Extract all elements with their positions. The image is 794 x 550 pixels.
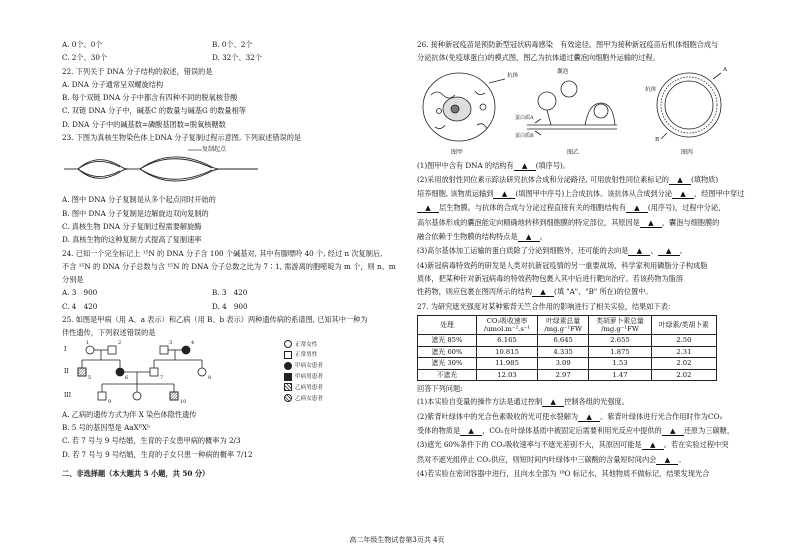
cell: 6.165: [477, 335, 538, 346]
table-row: [418, 335, 717, 346]
legend-a-male: [284, 372, 323, 383]
figure-jia-title: 图甲: [451, 148, 464, 156]
table-row: [418, 346, 717, 357]
normal-female-symbol-icon: [284, 340, 292, 348]
q27-part2-line1: (2)紫背叶绿体中的光合色素吸收的光可使水裂解为 ▲ 。紫背叶绿体进行光合作用时作为CO₂: [417, 411, 723, 421]
cell: 1.875: [589, 346, 652, 357]
individual-3: 3: [169, 339, 173, 346]
q27-stem: 27. 为研究遮光强度对某种紫背天竺合作用的影响进行了相关实验，结果如下表：: [417, 301, 676, 311]
q21-options-row2: [62, 53, 392, 62]
legend-text-6: 乙病女患者: [295, 395, 323, 402]
q23-stem: 23. 下图为真核生物染色体上DNA 分子复制过程示意图, 下列叙述错误的是: [62, 133, 302, 143]
q26-part2-line3: ▲ 层生物膜。与抗体的合成与分泌过程直接有关的细胞结构有 ▲ (用序号)，过程中分泌，: [417, 203, 747, 213]
q27-part3-line1: (3)遮光 60%条件下的 CO₂吸收速率与不遮光差别不大，其原因可能是 ▲ 。若在实验过程中突: [417, 440, 729, 450]
q26-figures: [417, 67, 747, 159]
q26-part1: (1)图甲中含有 DNA 的结构有 ▲ (填序号)。: [417, 160, 571, 170]
q21-option-c: C. 2个、30个: [62, 53, 108, 63]
q26-part2-line2: 培养细胞, 该物质运输到 ▲ (填图甲中序号)上合成抗体。该抗体从合成到分泌 ▲ ，经图甲中穿过: [417, 189, 745, 199]
q27-part1: (1)本实验自变量的操作方法是通过控制 ▲ 控制各组的光强度。: [417, 397, 629, 407]
pedigree-figure: [62, 339, 392, 410]
q21-options-row1: [62, 40, 392, 49]
q24-option-a: A. 3 900: [62, 288, 98, 298]
replication-bubbles-diagram: [62, 146, 262, 192]
q21-option-d: D. 32个、32个: [212, 53, 262, 63]
cell: 1.53: [589, 358, 652, 369]
dna-replication-figure: [62, 146, 392, 192]
gen-label-2: II: [64, 367, 69, 375]
label-protein-a: 蛋白质A: [515, 114, 534, 121]
q25-option-b: B. 5 号的基因型是 AaXᴮXᵇ: [62, 422, 151, 432]
label-antibody-2: 抗体: [645, 86, 657, 93]
q25-option-c: C. 若 7 号与 9 号结婚，生育的子女患甲病的概率为 2/3: [62, 436, 241, 446]
cell: 4.335: [538, 346, 589, 357]
section-2-heading: 二、非选择题（本大题共 5 小题，共 50 分）: [62, 468, 210, 478]
q24-option-d: D. 4 900: [212, 301, 248, 311]
gen-label-1: I: [64, 345, 67, 353]
q25-stem-line1: 25. 如图是甲病（用 A、a 表示）和乙病（用 B、b 表示）两种遗传病的系谱图, 已知其中一种为: [62, 315, 368, 325]
col-header-ratio: 叶绿素/类胡卜素: [651, 315, 716, 334]
q23-option-c: C. 真核生物 DNA 分子复制过程需要解旋酶: [62, 221, 202, 231]
table-row: [418, 358, 717, 369]
q24-options-row2: [62, 302, 392, 311]
disease-b-female-symbol-icon: [284, 394, 292, 402]
q26-part4-line2: 质体，把某种针对新冠病毒的特效药物包裹入其中后进行靶向治疗。若该药物为脂溶: [417, 273, 683, 283]
individual-10: 10: [180, 398, 187, 405]
label-b: B: [655, 136, 660, 143]
cell: 2.655: [589, 335, 652, 346]
col-header-treatment: 处理: [418, 315, 477, 334]
label-antibody: 抗体: [507, 72, 519, 79]
individual-7: 7: [160, 374, 164, 381]
legend-a-female: [284, 361, 323, 372]
cell: 3.09: [538, 358, 589, 369]
affected-male-symbol-icon: [284, 373, 292, 381]
col-header-chlorophyll: 叶绿素总量 /mg.g⁻¹FW: [538, 315, 589, 334]
cell: 2.31: [651, 346, 716, 357]
cell: 10.815: [477, 346, 538, 357]
q23-option-d: D. 真核生物的这种复制方式提高了复制速率: [62, 235, 202, 245]
q21-option-b: B. 0个、2个: [212, 40, 253, 49]
legend-text-1: 正常女性: [295, 341, 318, 348]
legend-text-2: 正常男性: [295, 352, 318, 359]
label-vesicle: 囊泡: [557, 68, 569, 75]
q27-part3-line2: 然对不遮光组停止 CO₂供应，则短时间内叶绿体中三碳酸的含量短时间内会 ▲ 。: [417, 454, 686, 464]
q24-stem-line3: 分别是: [62, 275, 84, 285]
q26-part3: (3)高尔基体加工运输的蛋白质除了分泌到细胞外，还可能的去向是 ▲ 、 ▲ 。: [417, 246, 687, 256]
figure-yi-title: 图乙: [567, 148, 580, 156]
q24-option-b: B. 3 420: [212, 288, 248, 298]
q25-option-d: D. 若 7 号与 9 号结婚，生育的子女只患一种病的概率 7/12: [62, 449, 253, 459]
cell: 遮光 60%: [418, 346, 477, 357]
q27-part4: (4)若实验在密闭容器中进行，且向水全部为 ¹⁸O 标记水，其他物质不做标记，结果发现光合: [417, 468, 710, 478]
q24-stem-line1: 24. 已知一个完全标记上 ¹⁵N 的 DNA 分子含 100 个碱基对, 其中有腺嘌呤 40 个, 经过 n 次复制后,: [62, 248, 383, 258]
affected-female-symbol-icon: [284, 362, 292, 370]
q21-option-a: A. 0个、0个: [62, 40, 103, 49]
cell: 2.50: [651, 335, 716, 346]
cell-secretion-diagrams: [417, 67, 747, 147]
individual-1: 1: [86, 339, 90, 346]
table-header-row: [418, 315, 717, 334]
table-row: [418, 369, 717, 380]
q26-part2-line4: 高尔基体形成的囊泡能定向精确地转移到细胞膜的特定部位，其原因是 ▲ ，囊泡与细胞膜的: [417, 217, 720, 227]
q25-option-a: A. 乙病的遗传方式为伴 X 染色体隐性遗传: [62, 409, 197, 419]
q25-stem-line2: 伴性遗传，下列叙述错误的是: [62, 328, 156, 338]
q26-part2-line5: 融合依赖于生物膜的结构特点是 ▲ 。: [417, 232, 547, 242]
q24-options-row1: [62, 288, 392, 297]
individual-6: 6: [125, 374, 129, 381]
cell: 2.02: [651, 358, 716, 369]
legend-text-5: 乙病男患者: [295, 384, 323, 391]
left-column: [62, 40, 396, 482]
cell: 1.47: [589, 369, 652, 380]
gen-label-3: III: [64, 391, 72, 399]
q22-option-d: D. DNA 分子中的碱基数=磷酸基团数=脱氧核糖数: [62, 119, 226, 129]
cell: 不遮光: [418, 369, 477, 380]
individual-5: 5: [88, 374, 92, 381]
right-column: [417, 40, 747, 482]
pedigree-legend: [284, 340, 323, 405]
q26-stem-line1: 26. 接种新冠疫苗是预防新型冠状病毒感染 有效途径。图甲为接种新冠疫苗后机体细胞合成与: [417, 40, 719, 49]
label-protein-b: 蛋白质B: [515, 132, 534, 139]
q22-option-a: A. DNA 分子通常呈双螺旋结构: [62, 79, 164, 89]
cell: 6.645: [538, 335, 589, 346]
replication-origin-label: 复制起点: [202, 146, 227, 154]
legend-text-4: 甲病男患者: [295, 374, 323, 381]
q22-option-c: C. 双链 DNA 分子中，碱基C 的数量与碱基G 的数量相等: [62, 106, 246, 116]
label-a: A: [723, 66, 728, 73]
q26-part2-line1: (2)采用放射性同位素示踪法研究抗体合成和分泌路径, 可用放射性同位素标记的 ▲ (填物质): [417, 174, 719, 184]
q27-part2-line2: 受体的物质是 ▲ ，CO₂在叶绿体基质中被固定后需要利用光反应中提供的 ▲ 还原为三碳糖，: [417, 426, 735, 435]
col-header-carotenoid: 类胡萝卜素总量 /mg.g⁻¹FW: [589, 315, 652, 334]
q26-stem-line2: 分泌抗体(免疫球蛋白)的模式图，图乙为抗体通过囊泡向细胞外运输的过程。: [417, 53, 660, 63]
figure-bing-title: 图丙: [681, 148, 694, 156]
col-header-co2: CO₂吸收速率 /umol.m⁻².s⁻¹: [477, 315, 538, 334]
q22-stem: 22. 下列关于 DNA 分子结构的叙述，错误的是: [62, 66, 213, 76]
q27-answer-label: 回答下列问题:: [417, 384, 463, 394]
q23-option-a: A. 图中 DNA 分子复制是从多个起点同时开始的: [62, 195, 216, 205]
q26-part4-line3: 性药物，则应包裹在图丙所示的结构 ▲ (填 "A"、"B" 所在)的位置中。: [417, 287, 653, 297]
individual-9: 9: [108, 398, 112, 405]
page-footer: 高二年级生物试卷第3页共 4页: [349, 536, 445, 544]
q27-data-table: [417, 315, 717, 381]
cell: 11.985: [477, 358, 538, 369]
cell: 12.03: [477, 369, 538, 380]
individual-8: 8: [208, 374, 212, 381]
individual-4: 4: [191, 339, 195, 346]
disease-b-male-symbol-icon: [284, 383, 292, 391]
legend-b-male: [284, 383, 323, 394]
q24-option-c: C. 4 420: [62, 301, 98, 311]
cell: 遮光 85%: [418, 335, 477, 346]
legend-normal-male: [284, 350, 323, 361]
legend-text-3: 甲病女患者: [295, 363, 323, 370]
q23-option-b: B. 图中 DNA 分子复制是边解旋边双向复制的: [62, 208, 209, 218]
q26-part4-line1: (4)新冠病毒特效药的研发是人类对抗新冠疫情的另一重要战场，科学家利用磷脂分子构成脂: [417, 260, 708, 270]
q22-option-b: B. 每个双链 DNA 分子中都含有四种不同的脱氧核苷酸: [62, 93, 238, 103]
cell: 遮光 30%: [418, 358, 477, 369]
cell: 2.97: [538, 369, 589, 380]
individual-2: 2: [118, 339, 122, 346]
cell: 2.02: [651, 369, 716, 380]
legend-normal-female: [284, 340, 323, 351]
normal-male-symbol-icon: [284, 351, 292, 359]
legend-b-female: [284, 394, 323, 405]
q24-stem-line2: 不含 ¹⁵N 的 DNA 分子总数与含 ¹⁵N 的 DNA 分子总数之比为 7∶1, 需游离的胞嘧啶为 m 个，则 n、m: [62, 261, 396, 271]
